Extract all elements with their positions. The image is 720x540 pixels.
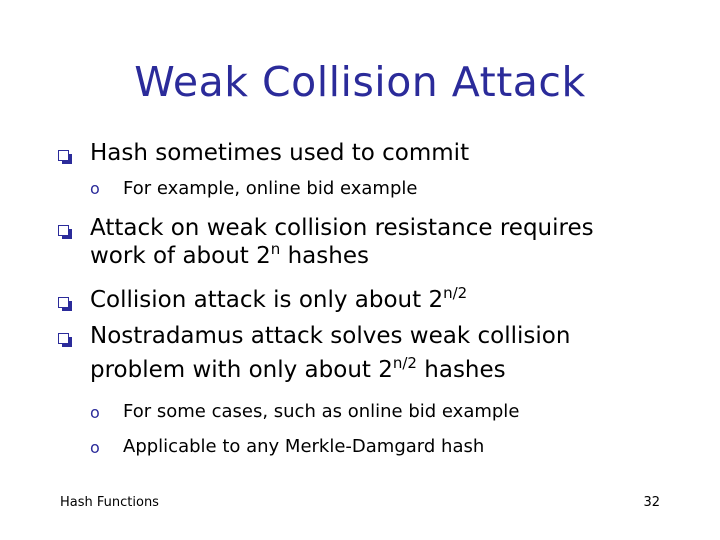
exponent: n <box>270 240 281 258</box>
square-bullet-icon <box>58 333 69 344</box>
circle-bullet-icon: o <box>90 438 100 457</box>
sub-bullet-2: For some cases, such as online bid example <box>123 401 520 422</box>
bullet-4-line-1: Nostradamus attack solves weak collision <box>90 323 571 349</box>
sub-bullet-1: For example, online bid example <box>123 178 418 199</box>
circle-bullet-icon: o <box>90 403 100 422</box>
exponent: n/2 <box>392 354 417 372</box>
square-bullet-icon <box>58 297 69 308</box>
bullet-2-line-2 <box>90 242 594 270</box>
square-bullet-icon <box>58 150 69 161</box>
sub-bullet-3: Applicable to any Merkle-Damgard hash <box>123 436 485 457</box>
circle-bullet-icon: o <box>90 179 100 198</box>
bullet-2-line-1: Attack on weak collision resistance requires <box>90 215 594 241</box>
footer-title: Hash Functions <box>60 495 159 510</box>
slide-title: Weak Collision Attack <box>134 58 586 106</box>
bullet-4 <box>90 322 570 384</box>
bullet-2-suffix: hashes <box>280 243 369 269</box>
bullet-2-text: work of about 2 <box>90 243 271 269</box>
square-bullet-icon <box>58 225 69 236</box>
exponent: n/2 <box>443 284 468 302</box>
bullet-4-suffix: hashes <box>416 357 506 383</box>
bullet-1: Hash sometimes used to commit <box>90 140 470 166</box>
bullet-4-line-2 <box>90 356 570 384</box>
bullet-3 <box>90 286 467 314</box>
page-number: 32 <box>643 495 660 510</box>
bullet-2 <box>90 214 594 270</box>
bullet-3-text: Collision attack is only about 2 <box>90 287 444 313</box>
bullet-4-text: problem with only about 2 <box>90 357 393 383</box>
